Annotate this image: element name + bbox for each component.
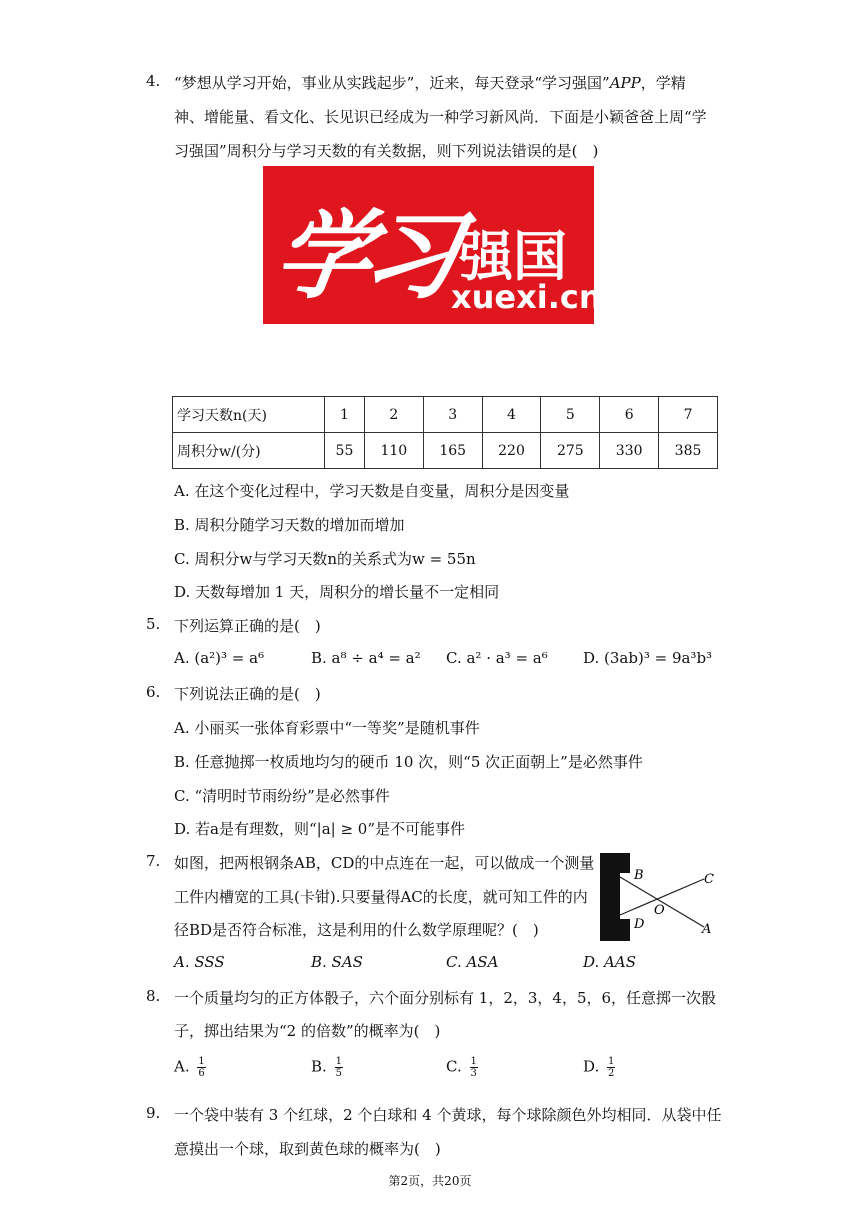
caliper-figure [598,851,720,944]
q8-number: 8. [146,987,161,1005]
q5-option-a: A. (a²)³ = a⁶ [174,649,265,667]
q7-number: 7. [146,852,161,870]
page-footer: 第2页，共20页 [388,1174,472,1188]
table-row1-label: 学习天数n(天) [173,397,325,433]
q7-line3: 径BD是否符合标准，这是利用的什么数学原理呢？( ) [174,921,539,939]
q6-option-b: B. 任意抛掷一枚质地均匀的硬币 10 次，则“5 次正面朝上”是必然事件 [174,753,643,771]
table-cell: 3 [423,397,482,433]
option-letter: A. [174,1057,190,1076]
table-cell: 7 [659,397,718,433]
q5-option-b: B. a⁸ ÷ a⁴ = a² [311,649,421,667]
q5-number: 5. [146,615,161,633]
q8-line1: 一个质量均匀的正方体骰子，六个面分别标有 1，2，3，4，5，6，任意掷一次骰 [174,989,717,1007]
q4-option-c: C. 周积分w与学习天数n的关系式为w = 55n [174,550,476,568]
q6-number: 6. [146,683,161,701]
table-cell: 1 [325,397,365,433]
q8-option-a [174,1056,206,1079]
q4-stem-line2: 神、增能量、看文化、长见识已经成为一种学习新风尚．下面是小颖爸爸上周“学 [174,108,707,126]
numerator: 1 [198,1056,205,1067]
q4-option-d: D. 天数每增加 1 天，周积分的增长量不一定相同 [174,583,500,601]
q5-option-d: D. (3ab)³ = 9a³b³ [583,649,713,667]
q4-stem-line3: 习强国”周积分与学习天数的有关数据，则下列说法错误的是( ) [174,142,599,160]
table-cell: 220 [482,433,541,469]
q7-option-c: C. ASA [446,953,499,971]
table-row [173,433,718,469]
fraction [607,1056,615,1079]
table-row2-label: 周积分w/(分) [173,433,325,469]
numerator: 1 [608,1056,615,1067]
q6-option-a: A. 小丽买一张体育彩票中“一等奖”是随机事件 [174,719,480,737]
q8-option-d [583,1056,615,1079]
q4-option-b: B. 周积分随学习天数的增加而增加 [174,516,405,534]
q4-stem-end: ，学精 [640,74,686,92]
q4-data-table [172,396,718,469]
q4-stem-text: “梦想从学习开始，事业从实践起步”，近来，每天登录“学习强国” [174,74,610,92]
table-cell: 275 [541,433,600,469]
q8-line2: 子，掷出结果为“2 的倍数”的概率为( ) [174,1022,441,1040]
table-cell: 165 [423,433,482,469]
q7-line2: 工件内槽宽的工具(卡钳).只要量得AC的长度，就可知工件的内 [174,888,588,906]
q7-line1: 如图，把两根钢条AB，CD的中点连在一起，可以做成一个测量 [174,854,595,872]
q9-line1: 一个袋中装有 3 个红球，2 个白球和 4 个黄球，每个球除颜色外均相同．从袋中任 [174,1106,722,1124]
q8-option-c [446,1056,478,1079]
fraction [470,1056,478,1079]
q6-stem: 下列说法正确的是( ) [174,685,321,703]
table-cell: 385 [659,433,718,469]
table-cell: 6 [600,397,659,433]
label-d: D [634,917,645,932]
label-c: C [704,872,714,887]
q4-number: 4. [146,72,161,90]
q5-option-c: C. a² · a³ = a⁶ [446,649,548,667]
q4-app: APP [609,74,641,92]
logo-url: xuexi.cn [451,278,602,316]
q8-option-b [311,1056,343,1079]
q7-option-a: A. SSS [174,953,225,971]
q4-stem-line1 [174,72,686,93]
option-letter: D. [583,1057,600,1076]
q5-stem: 下列运算正确的是( ) [174,617,321,635]
option-letter: B. [311,1057,327,1076]
logo-calligraphy: 学习 [268,199,460,312]
table-row [173,397,718,433]
q7-option-b: B. SAS [311,953,363,971]
xuexi-logo [263,166,602,324]
table-cell: 5 [541,397,600,433]
logo-brand: 强国 [459,225,567,288]
numerator: 1 [335,1056,342,1067]
q7-option-d: D. AAS [583,953,636,971]
q4-option-a: A. 在这个变化过程中，学习天数是自变量，周积分是因变量 [174,482,570,500]
table-cell: 4 [482,397,541,433]
q9-number: 9. [146,1104,161,1122]
label-o: O [654,903,665,918]
label-b: B [634,868,644,883]
table-cell: 2 [364,397,423,433]
table-cell: 330 [600,433,659,469]
fraction [335,1056,343,1079]
option-letter: C. [446,1057,462,1076]
q6-option-d: D. 若a是有理数，则“|a| ≥ 0”是不可能事件 [174,820,466,838]
numerator: 1 [470,1056,477,1067]
q9-line2: 意摸出一个球，取到黄色球的概率为( ) [174,1140,441,1158]
denominator: 6 [198,1068,205,1079]
table-cell: 110 [364,433,423,469]
workpiece-shape [600,853,630,941]
denominator: 2 [608,1068,615,1079]
label-a: A [702,922,712,937]
q6-option-c: C. “清明时节雨纷纷”是必然事件 [174,787,390,805]
denominator: 3 [470,1068,477,1079]
denominator: 5 [335,1068,342,1079]
table-cell: 55 [325,433,365,469]
fraction [197,1056,205,1079]
